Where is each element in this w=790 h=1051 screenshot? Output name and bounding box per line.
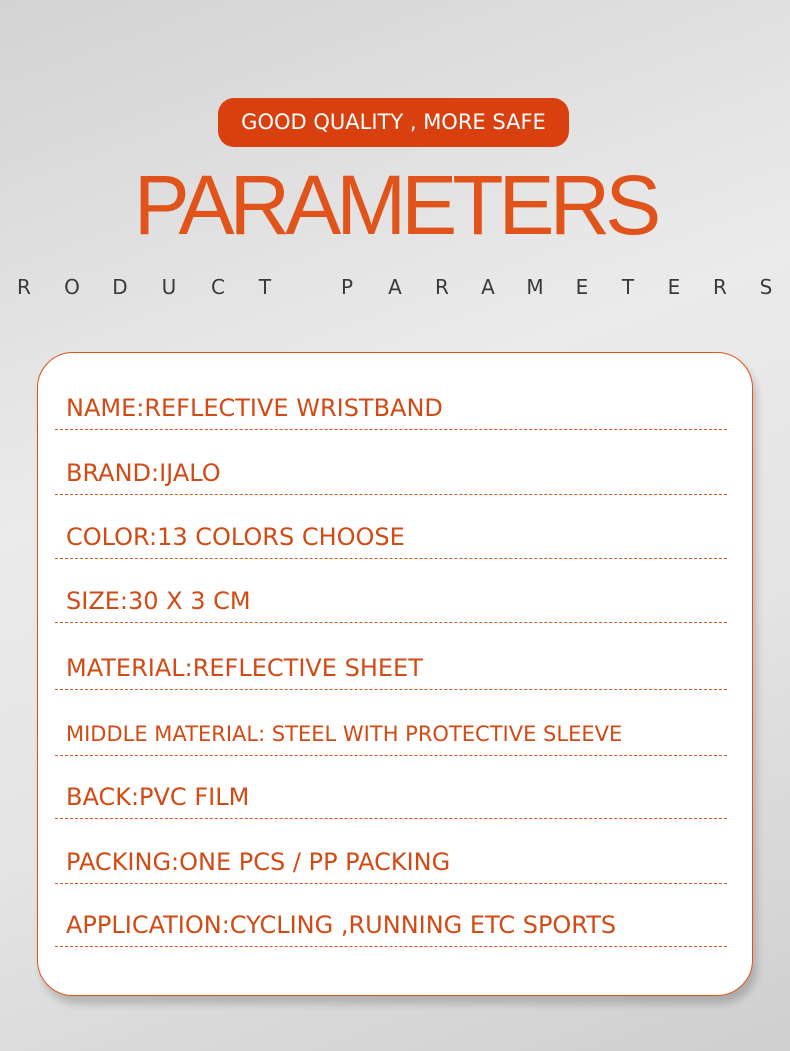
param-row-material	[55, 623, 727, 690]
subtitle-letter: E	[667, 275, 681, 299]
subtitle-letter: D	[112, 275, 128, 299]
subtitle-letter: P	[340, 275, 354, 299]
param-row-color	[55, 495, 727, 559]
param-row-name	[55, 353, 727, 430]
param-row-packing	[55, 819, 727, 884]
param-size: SIZE:30 X 3 CM	[66, 587, 251, 615]
param-name: NAME:REFLECTIVE WRISTBAND	[66, 394, 443, 422]
subtitle-letter: R	[17, 275, 31, 299]
subtitle-letter: T	[258, 275, 272, 299]
param-brand: BRAND:IJALO	[66, 459, 221, 487]
subtitle-letter: A	[481, 275, 495, 299]
param-row-back	[55, 756, 727, 819]
subtitle-letter: M	[526, 275, 544, 299]
param-row-size	[55, 559, 727, 623]
param-row-application	[55, 884, 727, 947]
subtitle-letter: S	[759, 275, 773, 299]
subtitle-letter: E	[575, 275, 589, 299]
subtitle-spaced	[0, 272, 790, 302]
subtitle-letter: C	[211, 275, 225, 299]
subtitle-letter: U	[161, 275, 177, 299]
quality-badge: GOOD QUALITY , MORE SAFE	[218, 98, 569, 147]
param-color: COLOR:13 COLORS CHOOSE	[66, 523, 405, 551]
subtitle-letter: T	[621, 275, 635, 299]
parameters-card	[37, 352, 753, 996]
param-application: APPLICATION:CYCLING ,RUNNING ETC SPORTS	[66, 911, 617, 939]
page-title: PARAMETERS	[133, 158, 657, 252]
subtitle-letter: O	[64, 275, 80, 299]
subtitle-letter: A	[388, 275, 402, 299]
param-back: BACK:PVC FILM	[66, 783, 250, 811]
param-row-middle-material	[55, 690, 727, 756]
param-middle-material: MIDDLE MATERIAL: STEEL WITH PROTECTIVE SLEEVE	[66, 722, 623, 746]
subtitle-letter: R	[435, 275, 449, 299]
param-material: MATERIAL:REFLECTIVE SHEET	[66, 654, 423, 682]
param-packing: PACKING:ONE PCS / PP PACKING	[66, 848, 451, 876]
subtitle-letter: R	[713, 275, 727, 299]
param-row-brand	[55, 430, 727, 495]
